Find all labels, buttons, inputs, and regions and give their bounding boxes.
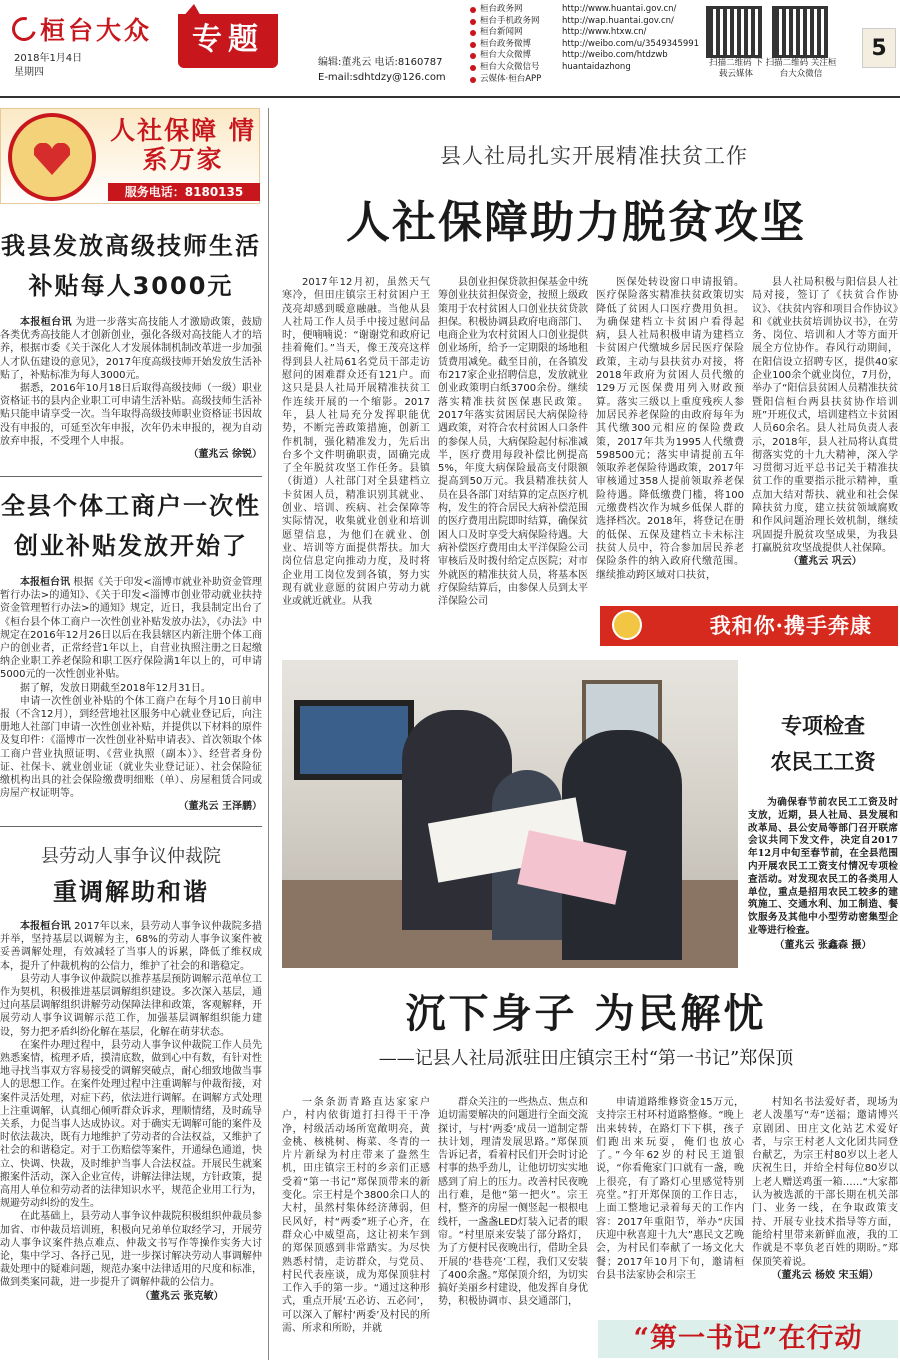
media-link-row[interactable]: 桓台政务微博 http://weibo.com/u/3549345991 xyxy=(470,39,699,51)
main-headline: 人社保障助力脱贫攻坚 xyxy=(346,197,806,248)
divider xyxy=(0,826,262,827)
media-link-row[interactable]: 桓台大众微信号 huantaidazhong xyxy=(470,62,699,74)
section-label: 专题 xyxy=(178,14,278,68)
qr-code-icon xyxy=(706,6,762,58)
article-body: 本报桓台讯 2017年以来，县劳动人事争议仲裁院多措并举，坚持基层以调解为主，68%的劳动人事争议案件被妥善调解处理，有效减轻了当事人的诉累，降低了维权成本，提升了仲裁机构的公信力，维护了社会的和谐稳定。 县劳动人事争议仲裁院以推荐基层预防调解示范单位工作为契机，积极推进基层调解组织建设。多次深入基层，通过向基层调解组织讲解劳动保障法律和政策，客观解释，开展劳动人事争议调解示范工作，加强基层调解组织能力建设，努力把矛盾纠纷化解在基层，化解在萌芽状态。 在案件办理过程中，县劳动人事争议仲裁院工作人员先熟悉案情，梳理矛盾，摸清底数，做到心中有数，有针对性地寻找当事双方容易接受的调解突破点，耐心细致地做当事人的思想工作。在案件处理过程中注重调解与仲裁衔接，对案件灵活处理，对症下药，依法进行调解。在调解方式处理上注重调解，认真细心倾听群众诉求，理顺情绪，及时疏导关系，力促当事人达成协议。对于确实无调解可能的案件及时依法裁决，既有力地维护了劳动者的合法权益，又维护了社会的和谐稳定。对于工伤赔偿等案件，开通绿色通道，快立、快调、快裁，及时维护当事人合法权益。开展民生就案搬案件活动，深入企业宣传，讲解法律法规，方针政策，提高用人单位和劳动者的法律知识水平，规范企业用工行为，规避劳动纠纷的发生。 在此基础上，县劳动人事争议仲裁院积极组织仲裁员参加省、市仲裁员培训班，积极向兄弟单位取经学习，开展劳动人事争议案件热点难点、仲裁文书写作等操作实务大讨论，集中学习、各抒己见，进一步探讨解决劳动人事调解仲裁处理中的疑难问题，规范办案中法律适用的尺度和标准，做到类案同裁，进一步提升了调解仲裁的公信力。 （董兆云 张克敏） xyxy=(0,921,262,1302)
divider xyxy=(0,476,262,477)
qr-code-icon xyxy=(772,6,828,58)
header-rule xyxy=(0,96,900,98)
feature-column-3: 申请道路维修资金15万元，支持宗王村环村道路整修。“晚上出来转转，在路灯下下棋，孩子们跑出来玩耍，俺们也放心了。”今年62岁的村民王道银说，“你看俺家门口就有一盏，晚上很亮，有了路灯心里感觉特别亮堂。”打开郑保顶的工作日志，上面工整地记录着每天的工作内容：2017年重阳节，举办“庆国庆迎中秋喜迎十九大”惠民文艺晚会，为村民们奉献了一场文化大餐；2017年10月下旬，邀请桓台县书法家协会和宗王 xyxy=(596,1097,744,1281)
article-title: 重调解助和谐 xyxy=(53,877,209,906)
feature-column-2: 群众关注的一些热点、焦点和迫切需要解决的问题进行全面交流探讨，与村‘两委’成员一道制定帮扶计划，理清发展思路。”郑保顶告诉记者，看着村民们开会时讨论村事的热乎劲儿，让他切切实实地感到了肩上的压力。改善村民夜晚出行难，是他“第一把火”。宗王村，整齐的房屋一侧竖起一根根电线杆，一盏盏LED灯装入记者的眼帘。“村里原来安装了部分路灯，为了方便村民夜晚出行，借助全县开展的‘巷巷亮’工程，我们又安装了400余盏。”郑保顶介绍，为切实搞好美丽乡村建设，他发挥自身优势，积极协调市、县交通部门， xyxy=(438,1097,588,1308)
media-links xyxy=(470,4,699,85)
service-hotline: 服务电话：8180135 xyxy=(108,183,260,201)
article-title: 全县个体工商户一次性创业补贴发放开始了 xyxy=(1,492,261,560)
main-column-1: 2017年12月初，虽然天气寒冷，但田庄镇宗王村贫困户王茂亮却感到暖意融融。当他从县人社局工作人员手中接过慰问品时，便喃喃说：“谢谢党和政府记挂着俺们。”当天，像王茂亮这样得到县人社局61名党员干部走访慰问的困难群众还有121户。而这只是县人社局开展精准扶贫工作连续开展的一个缩影。2017年，县人社局充分发挥职能优势，不断完善政策措施，创新工作机制，强化精准发力，先后出台多个文件明确职责，固确完成了全年脱贫攻坚工作任务。县镇（街道）人社部门对全县建档立卡贫困人员，精准识别其就业、创业、培训、疾病、社会保障等实际情况，收集就业创业和培训愿望信息，为他们在就业、创业、培训等方面提供帮扶。加大岗位信息定向推动力度，及时将企业用工岗位发到各镇，努力实现有就业意愿的贫困户劳动力就业或就近就业。从我 xyxy=(282,277,430,608)
main-column-2: 县创业担保贷款担保基金中统筹创业扶贫担保资金，按照上级政策用于农村贫困人口创业扶贫贷款担保。积极协调县政府电商部门、电商企业为农村贫困人口创业提供创业场所，给予一定期限的场地租赁费用减免。截至目前，在各镇发布217家企业招聘信息，发放就业创业政策明白纸3700余份。继续落实精准扶贫医保惠民政策。2017年落实贫困居民大病保险待遇政策，对符合农村贫困人口条件的参保人员，大病保险起付标准减半，医疗费用每段补偿比例提高5%，年度大病保险最高支付限额提高到50万元。我县精准扶贫人员在县各部门对结算的定点医疗机构，发生的符合居民大病补偿范围的医疗费用出院即时结算，确保贫困人口及时享受大病保险待遇。大病补偿医疗费用由太平洋保险公司审核后及时拨付给定点医院；对市外就医的精准扶贫人员，将基本医疗保险结算后，由参保人员到太平洋保险公司 xyxy=(438,277,588,608)
feature-subtitle: ——记县人社局派驻田庄镇宗王村“第一书记”郑保顶 xyxy=(378,1048,794,1069)
media-link-row[interactable]: 桓台新闻网 http://www.htxw.cn/ xyxy=(470,27,699,39)
logo-mark-icon xyxy=(8,13,41,46)
column-divider xyxy=(268,108,269,1360)
sidebar-body: 为确保春节前农民工工资及时支放，近期，县人社局、县发展和改革局、县公安局等部门召开联席会议共同下发文件，决定自2017年12月中旬至春节前，在全县范围内开展农民工工资支付情况专项检查活动。对发现农民工的各类用人单位，重点是招用农民工较多的建筑施工、交通水利、加工制造、餐饮服务及其他中小型劳动密集型企业等进行检查。 （董兆云 张鑫森 摄） xyxy=(748,797,898,951)
main-kicker: 县人社局扎实开展精准扶贫工作 xyxy=(440,144,748,168)
main-column-3: 医保处转设窗口申请报销。医疗保险落实精准扶贫政策切实降低了贫困人口医疗费用负担。为确保建档立卡贫困户看得起病，县人社局积极申请为建档立卡贫困户代缴城乡居民医疗保险政策，主动与县扶贫办对接，将2018年政府为贫困人员代缴的129万元医保费用列入财政预算。落实三级以上重度残疾人参加居民养老保险的由政府每年为其代缴300元相应的保险费政策，2017年共为1995人代缴费598500元；落实申请提前五年领取养老保险待遇政策，2017年审核通过358人提前领取养老保险待遇。降低缴费门槛，将100元缴费档次作为城乡低保人群的选择档次。2018年，将登记在册的低保、五保及建档立卡未标注扶贫人员中，符合参加居民养老保险条件的纳入政府代缴范围。继续推动跨区域对口扶贫， xyxy=(596,277,744,581)
editor-info: 编辑:董兆云 电话:8160787 E-mail:sdhtdzy@126.com xyxy=(318,57,446,83)
feature-banner: “第一书记”在行动 xyxy=(598,1320,898,1358)
heart-emblem-icon xyxy=(8,113,96,201)
article-body: 本报桓台讯 为进一步落实高技能人才激励政策，鼓励各类优秀高技能人才创新创业，强化各级对高技能人才的培养，根据市委《关于深化人才发展体制机制改革进一步加强人才队伍建设的意见》，2017年度高级技师开始发放生活补贴了，补贴标准为每人3000元。 据悉，2016年10月18日后取得高级技师（一级）职业资格证书的县内企业职工可申请生活补贴。高级技师生活补贴只能申请享受一次。当年取得高级技师职业资格证书因故没有申报的，可延至次年申报，次年仍未申报的，视为自动放弃申报，不受理个人申报。 （董兆云 徐锐） xyxy=(0,317,262,461)
news-photo xyxy=(282,660,738,968)
feature-column-4: 村知名书法爱好者，现场为老人泼墨写“寿”送福；邀请博兴京剧团、田庄文化站艺术爱好者，与宗王村老人文化团共同登台献艺，为宗王村80岁以上老人庆祝生日，并给全村每位80岁以上老人赠送鸡蛋一箱……“大家都认为被选派的干部长期在机关部门、业务一线，在争取政策支持、开展专业技术指导等方面，能给村里带来新鲜血液，我的工作就是不辜负老百姓的期盼。”郑保顶笑着说。 （董兆云 杨姣 宋玉娟） xyxy=(752,1097,898,1281)
qr-download: 扫描二维码 下载云媒体 xyxy=(706,6,766,80)
article-body: 本报桓台讯 根据《关于印发<淄博市就业补助资金管理暂行办法>的通知》、《关于印发<淄博市创业带动就业扶持资金管理暂行办法>的通知》规定，近日，我县制定出台了《桓台县个体工商户一次性创业补贴发放办法》，《办法》中规定在2016年12月26日以后在我县辖区内新注册个体工商户的创业者，正常经营1年以上，自营业执照注册之日起缴纳企业职工养老保险和职工医疗保险满1年以上的，可申请5000元的一次性创业补贴。 据了解，发放日期截至2018年12月31日。 申请一次性创业补贴的个体工商户在每个月10日前申报（不含12月），到经营地社区服务中心就业登记后，向注册地人社部门申请一次性创业补贴，并提供以下材料的原件及复印件：《淄博市一次性创业补贴申请表》、首次领取个体工商户营业执照证明、《营业执照（副本）》、经营者身份证、社保卡、就业创业证（就业失业登记证）、社会保险征缴机构出具的社会保险缴费明细账（单）、房屋租赁合同或房屋产权证明等。 （董兆云 王泽鹏） xyxy=(0,577,262,813)
newspaper-logo: 桓台大众 xyxy=(12,12,162,46)
article-kicker: 县劳动人事争议仲裁院 xyxy=(41,846,221,867)
qr-wechat: 扫描二维码 关注桓台大众微信 xyxy=(772,6,840,80)
feature-column-1: 一条条沥青路直达家家户户，村内依街道打扫得干干净净，村级活动场所宽敞明亮，黄金桃、核桃树、梅菜、冬青的一片片新绿为村庄带来了盎然生机，田庄镇宗王村的乡亲们正感受着“第一书记”郑保顶带来的新变化。宗王村是个3800余口人的大村，虽然村集体经济薄弱，但民风好，村“两委”班子心齐，在群众心中威望高，这让初来乍到的郑保顶感到非常踏实。为尽快熟悉村情，走访群众，与党员、村民代表座谈，成为郑保顶驻村工作入手的第一步。“通过这种形式，重点开展‘五必访、五必问’，可以深入了解村‘两委’及村民的所需、所求和所盼，并就 xyxy=(282,1097,430,1335)
slogan-banner: 我和你·携手奔康 xyxy=(600,606,898,646)
media-link-row[interactable]: 桓台大众微博 http://weibo.com/htdzwb xyxy=(470,50,699,62)
emblem-icon xyxy=(612,610,642,640)
page-number: 5 xyxy=(862,28,896,68)
feature-headline: 沉下身子 为民解忧 xyxy=(405,990,767,1037)
main-column-4: 县人社局积极与阳信县人社局对接，签订了《扶贫合作协议》、《扶贫内容和项目合作协议》和《就业扶贫培训协议书》，在劳务、岗位、培训和人才等方面开展全方位协作。春风行动期间，在阳信设立招聘专区，提供40家企业100余个就业岗位，7月份，举办了“阳信县贫困人员精准扶贫暨阳信桓台两县扶贫协作培训班”开班仪式，培训建档立卡贫困人员60余名。县人社局负责人表示，2018年，县人社局将认真贯彻落实党的十九大精神，深入学习贯彻习近平总书记关于精准扶贫工作的重要指示批示精神，重点加大结对帮扶、就业和社会保障扶贫力度，建立扶贫领域腐败和作风问题治理长效机制，继续巩固提升脱贫攻坚成果，为我县打赢脱贫攻坚战提供人社保障。 （董兆云 巩云） xyxy=(752,277,898,568)
article-title: 我县发放高级技师生活补贴每人3000元 xyxy=(1,232,261,300)
media-link-row[interactable]: 云媒体·桓台APP xyxy=(470,74,699,86)
media-link-row[interactable]: 桓台政务网 http://www.huantai.gov.cn/ xyxy=(470,4,699,16)
sidebar-title: 专项检查 农民工工资 xyxy=(770,713,876,774)
media-link-row[interactable]: 桓台手机政务网 http://wap.huantai.gov.cn/ xyxy=(470,16,699,28)
issue-date: 2018年1月4日 星期四 xyxy=(14,53,83,78)
banner-title: 人社保障 情系万家 xyxy=(110,116,256,174)
